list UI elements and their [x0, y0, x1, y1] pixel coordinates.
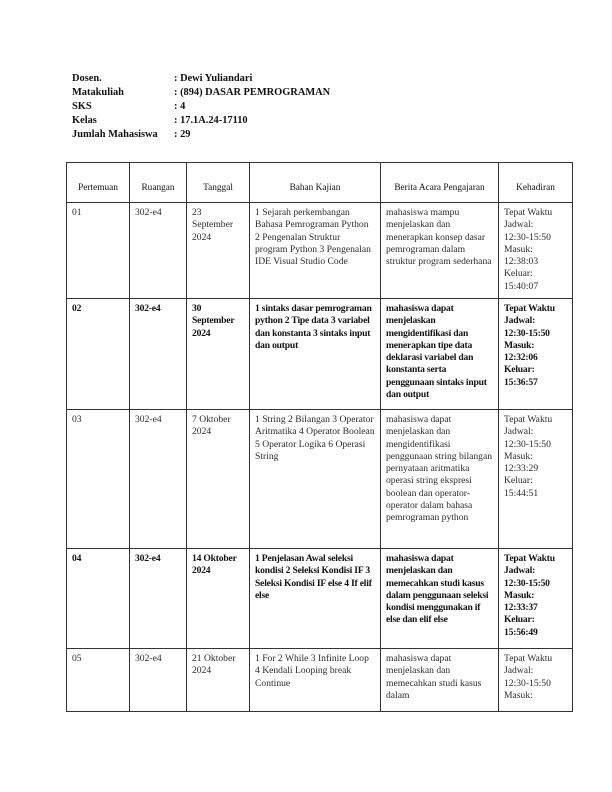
kehadiran-jadwal-value: 12:30-15:50 [504, 677, 551, 689]
kehadiran-keluar-label: Keluar: [504, 614, 535, 626]
kehadiran-jadwal-value: 12:30-15:50 [504, 438, 551, 450]
cell-tanggal: 23 September 2024 [187, 203, 250, 299]
cell-kehadiran [499, 203, 573, 299]
kehadiran-jadwal-value: 12:30-15:50 [504, 577, 550, 589]
table-row [67, 549, 573, 649]
header-bahan-kajian: Bahan Kajian [250, 163, 381, 203]
kehadiran-keluar-label: Keluar: [504, 268, 533, 280]
kehadiran-jadwal-value: 12:30-15:50 [504, 231, 551, 243]
cell-ruangan: 302-e4 [130, 649, 187, 712]
cell-tanggal: 14 Oktober 2024 [187, 549, 250, 649]
kehadiran-masuk-value: 12:38:03 [504, 256, 539, 268]
cell-kehadiran [499, 410, 573, 549]
cell-berita-acara: mahasiswa dapat menjelaskan dan memecahkan studi kasus dalam penggunaan seleksi kondisi menggunakan if else dan elif else [381, 549, 499, 649]
kehadiran-keluar-label: Keluar: [504, 475, 533, 487]
kehadiran-keluar-label: Keluar: [504, 364, 535, 376]
kehadiran-status: Tepat Waktu [504, 653, 553, 664]
info-jumlah-mahasiswa: Jumlah Mahasiswa : 29 [72, 129, 191, 140]
header-pertemuan: Pertemuan [67, 163, 130, 203]
dosen-label: Dosen. [72, 73, 102, 84]
cell-berita-acara: mahasiswa dapat menjelaskan mengidentifikasi dan menerapkan tipe data deklarasi variabel dan konstanta serta penggunaan sintaks input dan output [381, 299, 499, 410]
cell-berita-acara: mahasiswa dapat menjelaskan dan mengidentifikasi penggunaan string bilangan pernyataan aritmatika operasi string ekspresi boolean dan operator-operator dalam bahasa pemrograman python [381, 410, 499, 549]
kehadiran-jadwal-label: Jadwal: [504, 426, 534, 438]
kehadiran-masuk-label: Masuk: [504, 243, 533, 255]
cell-ruangan: 302-e4 [130, 410, 187, 549]
cell-bahan-kajian: 1 Penjelasan Awal seleksi kondisi 2 Seleksi Kondisi IF 3 Seleksi Kondisi IF else 4 If elif else [250, 549, 381, 649]
kehadiran-jadwal-label: Jadwal: [504, 665, 534, 677]
cell-ruangan: 302-e4 [130, 299, 187, 410]
cell-kehadiran [499, 549, 573, 649]
kehadiran-jadwal-label: Jadwal: [504, 565, 536, 577]
kehadiran-keluar-value: 15:36:57 [504, 376, 538, 388]
header-tanggal: Tanggal [187, 163, 250, 203]
jumlah-label: Jumlah Mahasiswa [72, 129, 158, 140]
kelas-label: Kelas [72, 115, 97, 126]
info-sks: SKS : 4 [72, 101, 186, 112]
cell-tanggal: 30 September 2024 [187, 299, 250, 410]
cell-tanggal: 7 Oktober 2024 [187, 410, 250, 549]
cell-bahan-kajian: 1 Sejarah perkembangan Bahasa Pemrograman Python 2 Pengenalan Struktur program Python 3 Pengenalan IDE Visual Studio Code [250, 203, 381, 299]
cell-berita-acara: mahasiswa dapat menjelaskan dan memecahkan studi kasus dalam [381, 649, 499, 712]
cell-ruangan: 302-e4 [130, 203, 187, 299]
dosen-value: Dewi Yuliandari [180, 73, 253, 84]
kehadiran-jadwal-value: 12:30-15:50 [504, 327, 550, 339]
header-ruangan: Ruangan [130, 163, 187, 203]
table-row [67, 649, 573, 712]
matakuliah-value: (894) DASAR PEMROGRAMAN [180, 87, 331, 98]
kehadiran-masuk-label: Masuk: [504, 689, 533, 701]
kehadiran-status: Tepat Waktu [504, 553, 555, 564]
cell-pertemuan: 04 [67, 549, 130, 649]
table-row [67, 410, 573, 549]
kehadiran-jadwal-label: Jadwal: [504, 219, 534, 231]
kehadiran-keluar-value: 15:56:49 [504, 626, 538, 638]
cell-berita-acara: mahasiswa mampu menjelaskan dan menerapkan konsep dasar pemrograman dalam struktur program sederhana [381, 203, 499, 299]
header-kehadiran: Kehadiran [499, 163, 573, 203]
kehadiran-status: Tepat Waktu [504, 207, 553, 218]
kehadiran-masuk-value: 12:32:06 [504, 352, 538, 364]
info-kelas: Kelas : 17.1A.24-17110 [72, 115, 248, 126]
cell-bahan-kajian: 1 String 2 Bilangan 3 Operator Aritmatika 4 Operator Boolean 5 Operator Logika 6 Operasi String [250, 410, 381, 549]
course-info [72, 72, 330, 142]
jumlah-value: 29 [180, 129, 191, 140]
cell-tanggal: 21 Oktober 2024 [187, 649, 250, 712]
berita-acara-table [66, 162, 573, 712]
cell-pertemuan: 05 [67, 649, 130, 712]
cell-pertemuan: 01 [67, 203, 130, 299]
kehadiran-masuk-value: 12:33:29 [504, 463, 539, 475]
kehadiran-keluar-value: 15:44:51 [504, 487, 539, 499]
table-row [67, 299, 573, 410]
info-matakuliah: Matakuliah : (894) DASAR PEMROGRAMAN [72, 87, 331, 98]
kehadiran-masuk-label: Masuk: [504, 450, 533, 462]
sks-value: 4 [180, 101, 186, 112]
cell-pertemuan: 02 [67, 299, 130, 410]
kehadiran-status: Tepat Waktu [504, 414, 553, 425]
kehadiran-keluar-value: 15:40:07 [504, 280, 539, 292]
table-header-row [67, 163, 573, 203]
sks-label: SKS [72, 101, 92, 112]
cell-pertemuan: 03 [67, 410, 130, 549]
cell-bahan-kajian: 1 For 2 While 3 Infinite Loop 4 Kendali Looping break Continue [250, 649, 381, 712]
cell-kehadiran [499, 649, 573, 712]
kehadiran-status: Tepat Waktu [504, 303, 555, 314]
cell-bahan-kajian: 1 sintaks dasar pemrograman python 2 Tipe data 3 variabel dan konstanta 3 sintaks input dan output [250, 299, 381, 410]
matakuliah-label: Matakuliah [72, 87, 124, 98]
header-berita-acara: Berita Acara Pengajaran [381, 163, 499, 203]
table-row [67, 203, 573, 299]
cell-kehadiran [499, 299, 573, 410]
kehadiran-masuk-label: Masuk: [504, 339, 535, 351]
kelas-value: 17.1A.24-17110 [180, 115, 248, 126]
kehadiran-masuk-value: 12:33:37 [504, 602, 538, 614]
kehadiran-jadwal-label: Jadwal: [504, 315, 536, 327]
cell-ruangan: 302-e4 [130, 549, 187, 649]
kehadiran-masuk-label: Masuk: [504, 589, 535, 601]
info-dosen: Dosen. : Dewi Yuliandari [72, 73, 253, 84]
